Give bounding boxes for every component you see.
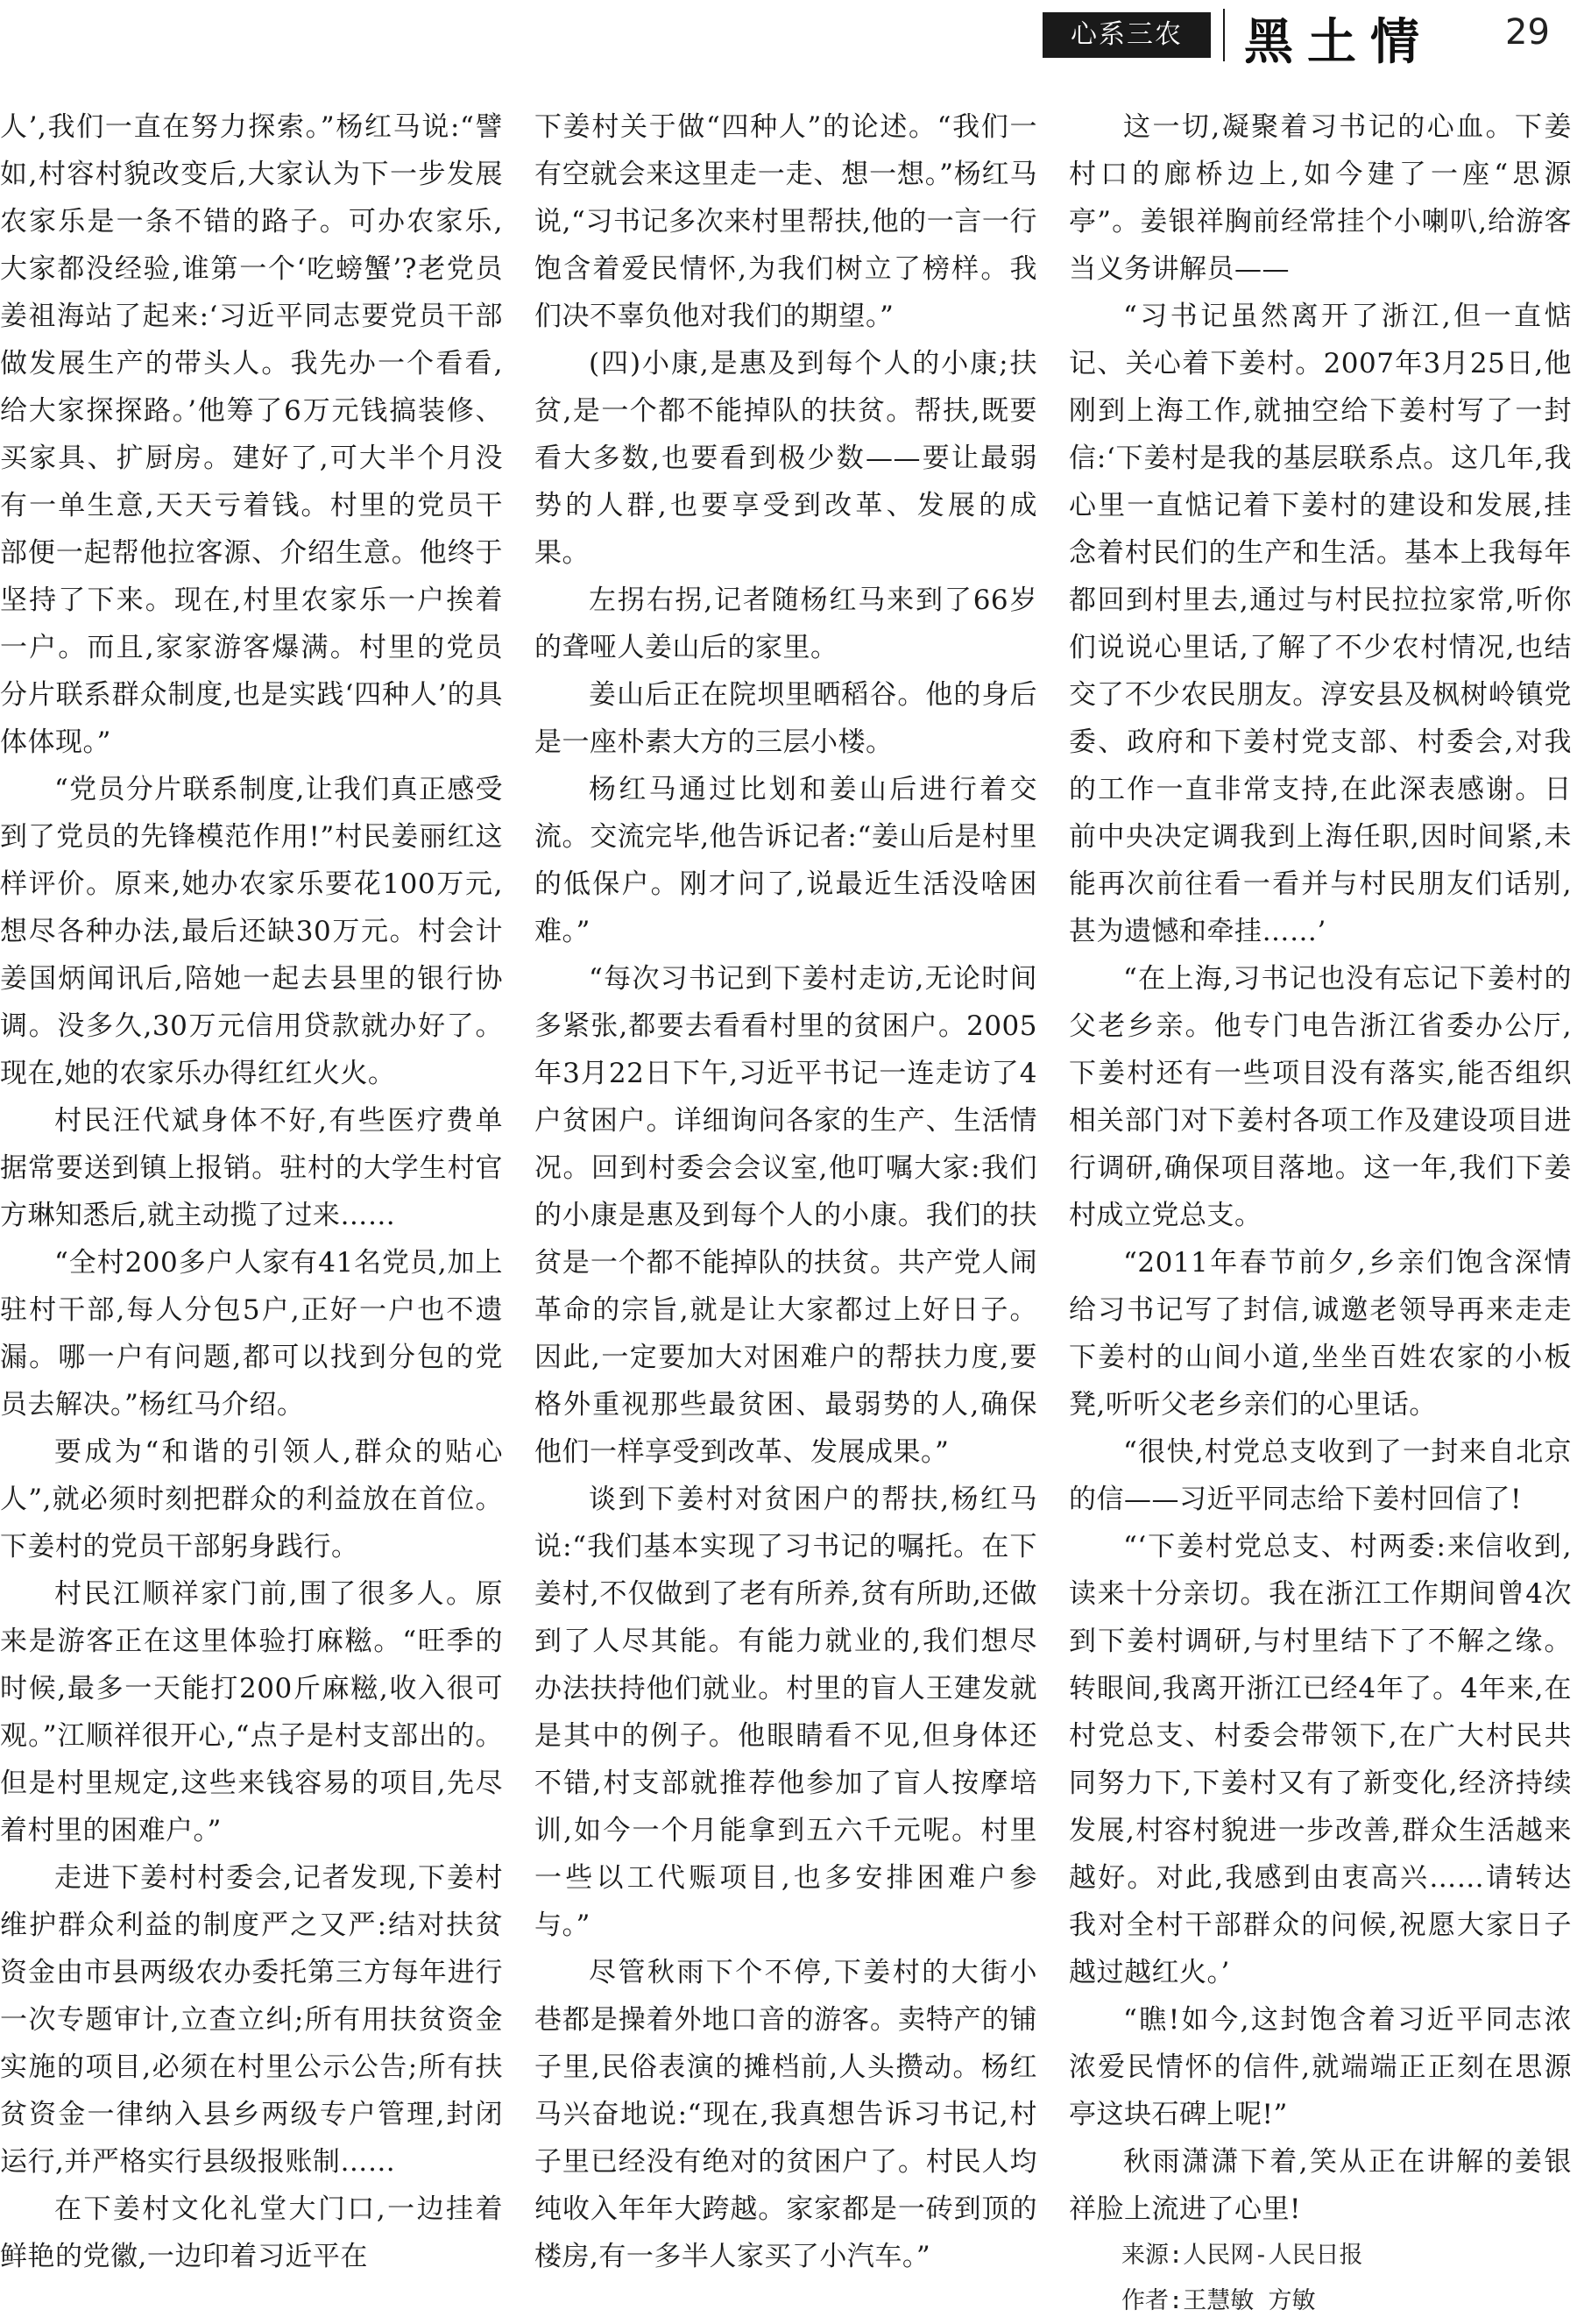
author-credit: 作者:王慧敏 方敏 (1121, 2287, 1316, 2314)
paragraph: 尽管秋雨下个不停,下姜村的大街小巷都是操着外地口音的游客。卖特产的铺子里,民俗表演的摊档前,人头攒动。杨红马兴奋地说:“现在,我真想告诉习书记,村子里已经没有绝对的贫困户了。村民人均纯收入年年大跨越。家家都是一砖到顶的楼房,有一多半人家买了小汽车。” (534, 1957, 1037, 2272)
article-body (0, 103, 1577, 2314)
paragraph: (四)小康,是惠及到每个人的小康;扶贫,是一个都不能掉队的扶贫。帮扶,既要看大多数,也要看到极少数——要让最弱势的人群,也要享受到改革、发展的成果。 (534, 348, 1037, 569)
paragraph: 这一切,凝聚着习书记的心血。下姜村口的廊桥边上,如今建了一座“思源亭”。姜银祥胸前经常挂个小喇叭,给游客当义务讲解员—— (1069, 111, 1572, 285)
paragraph: 下姜村关于做“四种人”的论述。“我们一有空就会来这里走一走、想一想。”杨红马说,“习书记多次来村里帮扶,他的一言一行饱含着爱民情怀,为我们树立了榜样。我们决不辜负他对我们的期望。” (534, 111, 1037, 332)
page-header (0, 0, 1577, 70)
paragraph: “在上海,习书记也没有忘记下姜村的父老乡亲。他专门电告浙江省委办公厅,下姜村还有一些项目没有落实,能否组织相关部门对下姜村各项工作及建设项目进行调研,确保项目落地。这一年,我们下姜村成立党总支。 (1069, 963, 1572, 1231)
paragraph: “习书记虽然离开了浙江,但一直惦记、关心着下姜村。2007年3月25日,他刚到上海工作,就抽空给下姜村写了一封信:‘下姜村是我的基层联系点。这几年,我心里一直惦记着下姜村的建设和发展,挂念着村民们的生产和生活。基本上我每年都回到村里去,通过与村民拉拉家常,听你们说说心里话,了解了不少农村情况,也结交了不少农民朋友。淳安县及枫树岭镇党委、政府和下姜村党支部、村委会,对我的工作一直非常支持,在此深表感谢。日前中央决定调我到上海任职,因时间紧,未能再次前往看一看并与村民朋友们话别,甚为遗憾和牵挂……’ (1069, 301, 1572, 947)
paragraph: 村民汪代斌身体不好,有些医疗费单据常要送到镇上报销。驻村的大学生村官方琳知悉后,就主动揽了过来…… (0, 1105, 503, 1231)
page-number: 29 (1505, 12, 1550, 53)
paragraph: 走进下姜村村委会,记者发现,下姜村维护群众利益的制度严之又严:结对扶贫资金由市县两级农办委托第三方每年进行一次专题审计,立查立纠;所有用扶贫资金实施的项目,必须在村里公示公告;所有扶贫资金一律纳入县乡两级专户管理,封闭运行,并严格实行县级报账制…… (0, 1862, 503, 2178)
paragraph: 要成为“和谐的引领人,群众的贴心人”,就必须时刻把群众的利益放在首位。下姜村的党员干部躬身践行。 (0, 1436, 503, 1562)
column-2 (534, 103, 1037, 2272)
column-1 (0, 103, 503, 2272)
paragraph: “党员分片联系制度,让我们真正感受到了党员的先锋模范作用!”村民姜丽红这样评价。原来,她办农家乐要花100万元,想尽各种办法,最后还缺30万元。村会计姜国炳闻讯后,陪她一起去县里的银行协调。没多久,30万元信用贷款就办好了。现在,她的农家乐办得红红火火。 (0, 774, 503, 1089)
paragraph: 秋雨潇潇下着,笑从正在讲解的姜银祥脸上流进了心里! (1069, 2146, 1572, 2225)
paragraph: 在下姜村文化礼堂大门口,一边挂着鲜艳的党徽,一边印着习近平在 (0, 2193, 503, 2272)
column-3 (1069, 103, 1572, 2314)
publication-logo: 黑土情 (1244, 13, 1433, 71)
paragraph: 杨红马通过比划和姜山后进行着交流。交流完毕,他告诉记者:“姜山后是村里的低保户。刚才问了,说最近生活没啥困难。” (534, 774, 1037, 947)
paragraph: “瞧!如今,这封饱含着习近平同志浓浓爱民情怀的信件,就端端正正刻在思源亭这块石碑上呢!” (1069, 2004, 1572, 2130)
paragraph: 左拐右拐,记者随杨红马来到了66岁的聋哑人姜山后的家里。 (534, 585, 1037, 663)
paragraph: “全村200多户人家有41名党员,加上驻村干部,每人分包5户,正好一户也不遗漏。哪一户有问题,都可以找到分包的党员去解决。”杨红马介绍。 (0, 1247, 503, 1421)
paragraph: “每次习书记到下姜村走访,无论时间多紧张,都要去看看村里的贫困户。2005年3月22日下午,习近平书记一连走访了4户贫困户。详细询问各家的生产、生活情况。回到村委会会议室,他叮嘱大家:我们的小康是惠及到每个人的小康。我们的扶贫是一个都不能掉队的扶贫。共产党人闹革命的宗旨,就是让大家都过上好日子。因此,一定要加大对困难户的帮扶力度,要格外重视那些最贫困、最弱势的人,确保他们一样享受到改革、发展成果。” (534, 963, 1037, 1468)
paragraph: 姜山后正在院坝里晒稻谷。他的身后是一座朴素大方的三层小楼。 (534, 679, 1037, 758)
paragraph: 谈到下姜村对贫困户的帮扶,杨红马说:“我们基本实现了习书记的嘱托。在下姜村,不仅做到了老有所养,贫有所助,还做到了人尽其能。有能力就业的,我们想尽办法扶持他们就业。村里的盲人王建发就是其中的例子。他眼睛看不见,但身体还不错,村支部就推荐他参加了盲人按摩培训,如今一个月能拿到五六千元呢。村里一些以工代赈项目,也多安排困难户参与。” (534, 1484, 1037, 1941)
header-divider (1223, 9, 1225, 61)
paragraph: “‘下姜村党总支、村两委:来信收到,读来十分亲切。我在浙江工作期间曾4次到下姜村调研,与村里结下了不解之缘。转眼间,我离开浙江已经4年了。4年来,在村党总支、村委会带领下,在广大村民共同努力下,下姜村又有了新变化,经济持续发展,村容村貌进一步改善,群众生活越来越好。对此,我感到由衷高兴……请转达我对全村干部群众的问候,祝愿大家日子越过越红火。’ (1069, 1531, 1572, 1988)
source-credit: 来源:人民网-人民日报 (1121, 2242, 1363, 2269)
paragraph: “很快,村党总支收到了一封来自北京的信——习近平同志给下姜村回信了! (1069, 1436, 1572, 1515)
paragraph: 村民江顺祥家门前,围了很多人。原来是游客正在这里体验打麻糍。“旺季的时候,最多一天能打200斤麻糍,收入很可观。”江顺祥很开心,“点子是村支部出的。但是村里规定,这些来钱容易的项目,先尽着村里的困难户。” (0, 1578, 503, 1846)
paragraph: 人’,我们一直在努力探索。”杨红马说:“譬如,村容村貌改变后,大家认为下一步发展农家乐是一条不错的路子。可办农家乐,大家都没经验,谁第一个‘吃螃蟹’?老党员姜祖海站了起来:‘习近平同志要党员干部做发展生产的带头人。我先办一个看看,给大家探探路。’他筹了6万元钱搞装修、买家具、扩厨房。建好了,可大半个月没有一单生意,天天亏着钱。村里的党员干部便一起帮他拉客源、介绍生意。他终于坚持了下来。现在,村里农家乐一户挨着一户。而且,家家游客爆满。村里的党员分片联系群众制度,也是实践‘四种人’的具体体现。” (0, 111, 503, 758)
paragraph: “2011年春节前夕,乡亲们饱含深情给习书记写了封信,诚邀老领导再来走走下姜村的山间小道,坐坐百姓农家的小板凳,听听父老乡亲们的心里话。 (1069, 1247, 1572, 1421)
section-tag: 心系三农 (1043, 12, 1211, 58)
